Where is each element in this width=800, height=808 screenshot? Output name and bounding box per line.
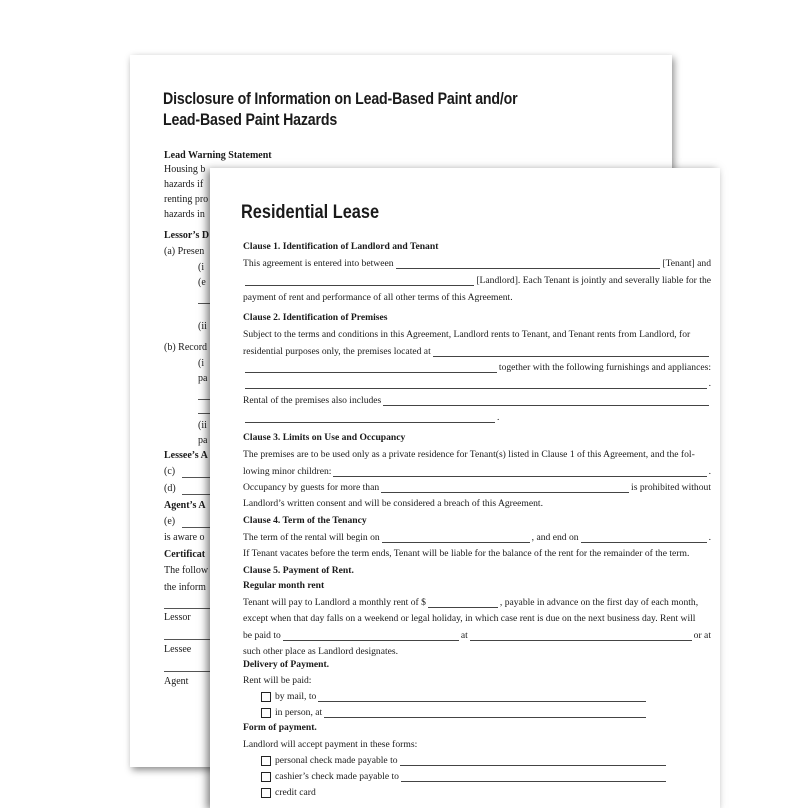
item-b-pa: pa (198, 373, 208, 384)
form-of-payment-heading: Form of payment. (243, 722, 317, 733)
lessee-label: Lessee (164, 644, 192, 655)
clause-2-text: Subject to the terms and conditions in this Agreement, Landlord rents to Tenant, and Tenant rents from Landlord, for (243, 329, 691, 340)
is-aware-text: is aware o (164, 532, 205, 543)
option-label: credit card (275, 787, 316, 798)
personal-check-checkbox[interactable] (261, 756, 271, 766)
clause-2-line (243, 411, 711, 425)
by-mail-option (243, 690, 648, 704)
item-e: (e) (164, 516, 176, 527)
clause-text: Rental of the premises also includes (243, 395, 382, 406)
clause-text: or at (693, 630, 711, 641)
lessors-disclosure-heading: Lessor’s D (164, 230, 210, 241)
cashiers-check-checkbox[interactable] (261, 772, 271, 782)
clause-1-line (243, 274, 711, 288)
item-a-ii: (ii (198, 321, 207, 332)
rental-includes-field[interactable] (383, 396, 709, 406)
clause-text: [Tenant] and (662, 258, 711, 269)
accept-payment-text: Landlord will accept payment in these forms: (243, 739, 418, 750)
clause-5-heading: Clause 5. Payment of Rent. (243, 565, 354, 576)
clause-text: is prohibited without (631, 482, 711, 493)
clause-4-line (243, 531, 711, 545)
clause-text: , payable in advance on the first day of each month, (499, 597, 699, 608)
clause-1-heading: Clause 1. Identification of Landlord and Tenant (243, 241, 439, 252)
guest-days-field[interactable] (381, 483, 629, 493)
blank-line (182, 527, 210, 528)
credit-card-option (243, 786, 668, 800)
tenant-name-field[interactable] (396, 259, 661, 269)
disclosure-text-line: renting pro (164, 194, 209, 205)
period-text: . (497, 412, 500, 423)
clause-5-text: such other place as Landlord designates. (243, 646, 399, 657)
clause-2-line (243, 361, 711, 375)
signature-line (164, 608, 210, 609)
clause-text: Tenant will pay to Landlord a monthly rent of $ (243, 597, 426, 608)
in-person-option (243, 706, 648, 720)
period-text: . (708, 378, 711, 389)
start-date-field[interactable] (382, 533, 530, 543)
item-a-i: (i (198, 262, 205, 273)
monthly-rent-field[interactable] (428, 598, 498, 608)
option-label: personal check made payable to (275, 755, 398, 766)
clause-3-text: The premises are to be used only as a private residence for Tenant(s) listed in Clause 1 of this Agreement, and the fol- (243, 449, 695, 460)
item-b-pa2: pa (198, 435, 208, 446)
certification-text: the inform (164, 582, 206, 593)
clause-text: be paid to (243, 630, 281, 641)
period-text: . (708, 466, 711, 477)
item-c: (c) (164, 466, 176, 477)
credit-card-checkbox[interactable] (261, 788, 271, 798)
clause-5-line (243, 629, 711, 643)
residential-lease-page (210, 168, 720, 808)
clause-4-text: If Tenant vacates before the term ends, Tenant will be liable for the balance of the rent for the remainder of the term. (243, 548, 690, 559)
premises-address-field[interactable] (433, 347, 709, 357)
agent-label: Agent (164, 676, 189, 687)
clause-2-line (243, 377, 711, 391)
item-b-i: (i (198, 358, 205, 369)
personal-check-payee-field[interactable] (400, 756, 666, 766)
item-b-ii: (ii (198, 420, 207, 431)
blank-line (198, 413, 210, 414)
mail-address-field[interactable] (318, 692, 646, 702)
blank-line (198, 303, 210, 304)
clause-3-line (243, 465, 711, 479)
signature-line (164, 639, 210, 640)
furnishings-field[interactable] (245, 379, 707, 389)
clause-2-heading: Clause 2. Identification of Premises (243, 312, 388, 323)
in-person-checkbox[interactable] (261, 708, 271, 718)
disclosure-text-line: Housing b (164, 164, 206, 175)
disclosure-title-line2: Lead-Based Paint Hazards (163, 111, 338, 129)
disclosure-title-line1: Disclosure of Information on Lead-Based Paint and/or (163, 90, 518, 108)
lead-warning-heading: Lead Warning Statement (164, 150, 272, 161)
item-a-e: (e (198, 277, 206, 288)
rental-includes-field-2[interactable] (245, 413, 495, 423)
option-label: by mail, to (275, 691, 317, 702)
option-label: in person, at (275, 707, 323, 718)
clause-2-line (243, 394, 711, 408)
rent-payee-field[interactable] (283, 631, 459, 641)
in-person-address-field[interactable] (324, 708, 646, 718)
disclosure-text-line: hazards in (164, 209, 205, 220)
clause-text: residential purposes only, the premises located at (243, 346, 431, 357)
clause-3-line (243, 481, 711, 495)
end-date-field[interactable] (581, 533, 707, 543)
delivery-heading: Delivery of Payment. (243, 659, 330, 670)
item-a: (a) Presen (164, 246, 205, 257)
premises-address-field-2[interactable] (245, 363, 497, 373)
regular-rent-heading: Regular month rent (243, 580, 325, 591)
blank-line (182, 477, 210, 478)
disclosure-text-line: hazards if (164, 179, 204, 190)
lease-title: Residential Lease (241, 202, 380, 223)
clause-3-text: Landlord’s written consent and will be considered a breach of this Agreement. (243, 498, 543, 509)
clause-text: together with the following furnishings and appliances: (498, 362, 711, 373)
signature-line (164, 671, 210, 672)
clause-5-line (243, 596, 711, 610)
clause-text: at (460, 630, 468, 641)
clause-text: lowing minor children: (243, 466, 332, 477)
clause-3-heading: Clause 3. Limits on Use and Occupancy (243, 432, 406, 443)
rent-location-field[interactable] (470, 631, 692, 641)
clause-text: The term of the rental will begin on (243, 532, 380, 543)
agents-heading: Agent’s A (164, 500, 206, 511)
cashiers-check-option (243, 770, 668, 784)
clause-text: , and end on (531, 532, 579, 543)
by-mail-checkbox[interactable] (261, 692, 271, 702)
minor-children-field[interactable] (333, 467, 706, 477)
lessees-heading: Lessee’s A (164, 450, 208, 461)
clause-text: [Landlord]. Each Tenant is jointly and severally liable for the (476, 275, 711, 286)
period-text: . (708, 532, 711, 543)
clause-text: Occupancy by guests for more than (243, 482, 380, 493)
item-b: (b) Record (164, 342, 208, 353)
blank-line (198, 399, 210, 400)
certification-text: The follow (164, 565, 209, 576)
cashiers-check-payee-field[interactable] (401, 772, 666, 782)
rent-paid-text: Rent will be paid: (243, 675, 312, 686)
landlord-name-field[interactable] (245, 276, 474, 286)
certification-heading: Certificat (164, 549, 206, 560)
clause-text: This agreement is entered into between (243, 258, 394, 269)
personal-check-option (243, 754, 668, 768)
option-label: cashier’s check made payable to (275, 771, 399, 782)
item-d: (d) (164, 483, 176, 494)
clause-5-text: except when that day falls on a weekend or legal holiday, in which case rent is due on the next business day. Rent will (243, 613, 696, 624)
clause-4-heading: Clause 4. Term of the Tenancy (243, 515, 367, 526)
clause-1-line (243, 257, 711, 271)
clause-2-line (243, 345, 711, 359)
clause-1-text: payment of rent and performance of all other terms of this Agreement. (243, 292, 513, 303)
lessor-label: Lessor (164, 612, 191, 623)
blank-line (182, 494, 210, 495)
